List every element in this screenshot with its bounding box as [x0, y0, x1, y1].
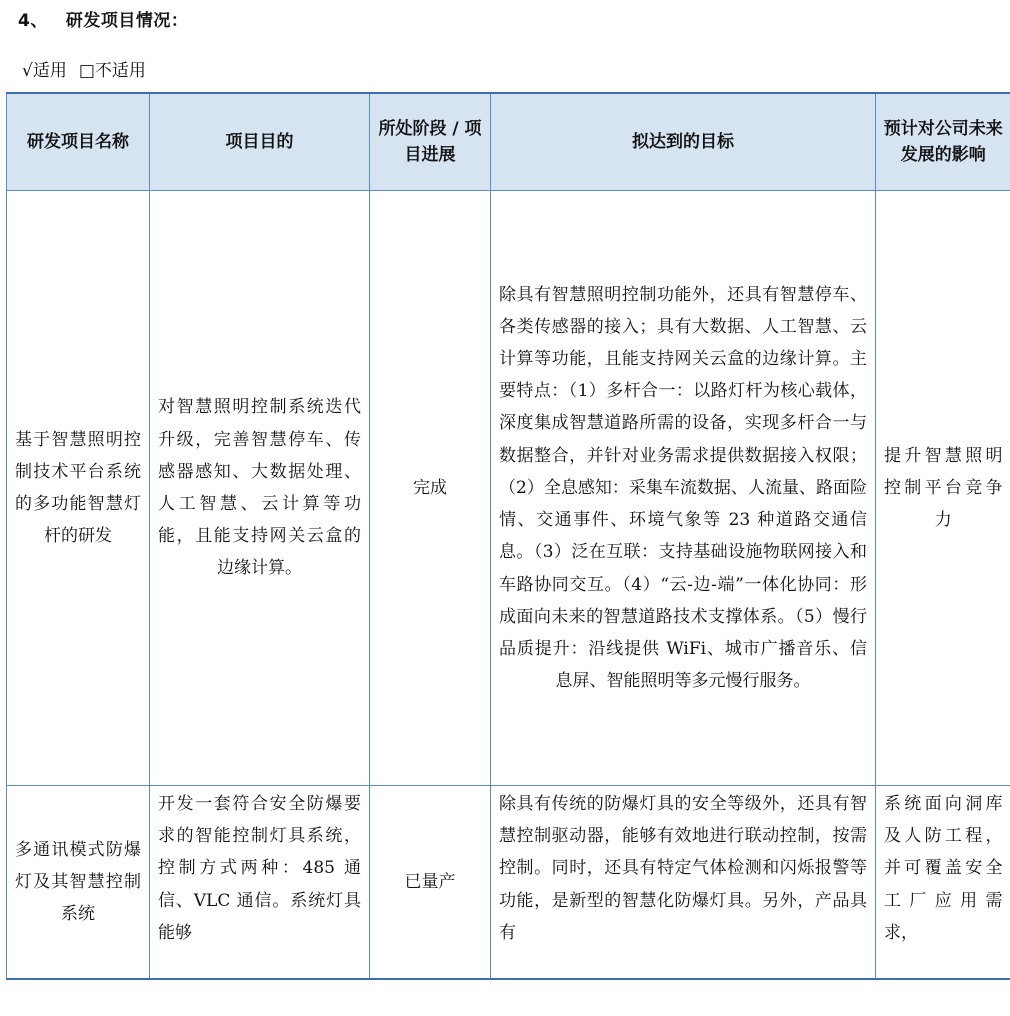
section-heading [18, 6, 188, 31]
project-purpose-cell: 开发一套符合安全防爆要求的智能控制灯具系统，控制方式两种：485 通信、VLC 通信。系统灯具能够 [158, 794, 361, 943]
project-stage-cell: 已量产 [370, 786, 491, 980]
project-impact-cell: 提升智慧照明控制平台竞争力 [876, 191, 1010, 786]
project-impact-cell: 系统面向洞库及人防工程，并可覆盖安全工厂应用需求， [884, 794, 1003, 943]
not-applicable-option: □不适用 [78, 61, 146, 81]
project-goal-cell: 除具有智慧照明控制功能外，还具有智慧停车、各类传感器的接入；具有大数据、人工智慧、云计算等功能，且能支持网关云盒的边缘计算。主要特点：（1）多杆合一：以路灯杆为核心载体，深度集成智慧道路所需的设备，实现多杆合一与数据整合，并针对业务需求提供数据接入权限；（2）全息感知：采集车流数据、人流量、路面险情、交通事件、环境气象等 23 种道路交通信息。（3）泛在互联：支持基础设施物联网接入和车路协同交互。（4）“云-边-端”一体化协同：形成面向未来的智慧道路技术支撑体系。（5）慢行品质提升：沿线提供 WiFi、城市广播音乐、信息屏、智能照明等多元慢行服务。 [491, 191, 876, 786]
applicable-option: √适用 [22, 61, 67, 81]
header-project-purpose: 项目目的 [150, 93, 370, 191]
project-goal-cell: 除具有传统的防爆灯具的安全等级外，还具有智慧控制驱动器，能够有效地进行联动控制，按需控制。同时，还具有特定气体检测和闪烁报警等功能，是新型的智慧化防爆灯具。另外，产品具有 [499, 794, 867, 943]
table-header-row [7, 93, 1010, 191]
project-name-cell: 基于智慧照明控制技术平台系统的多功能智慧灯杆的研发 [7, 191, 150, 786]
project-name-cell: 多通讯模式防爆灯及其智慧控制系统 [7, 786, 150, 980]
header-project-name: 研发项目名称 [7, 93, 150, 191]
project-purpose-cell-wrap [150, 786, 370, 980]
table-row [7, 191, 1010, 786]
section-number: 4、 [18, 11, 48, 31]
header-project-stage: 所处阶段 / 项目进展 [370, 93, 491, 191]
rd-projects-table [6, 92, 1010, 980]
header-future-impact: 预计对公司未来发展的影响 [876, 93, 1010, 191]
project-impact-cell-wrap [876, 786, 1010, 980]
applicability-line [22, 56, 146, 81]
section-title: 研发项目情况： [65, 11, 189, 31]
table-row [7, 786, 1010, 980]
project-purpose-cell: 对智慧照明控制系统迭代升级，完善智慧停车、传感器感知、大数据处理、人工智慧、云计算等功能，且能支持网关云盒的边缘计算。 [150, 191, 370, 786]
project-stage-cell: 完成 [370, 191, 491, 786]
project-goal-cell-wrap [491, 786, 876, 980]
header-project-goal: 拟达到的目标 [491, 93, 876, 191]
